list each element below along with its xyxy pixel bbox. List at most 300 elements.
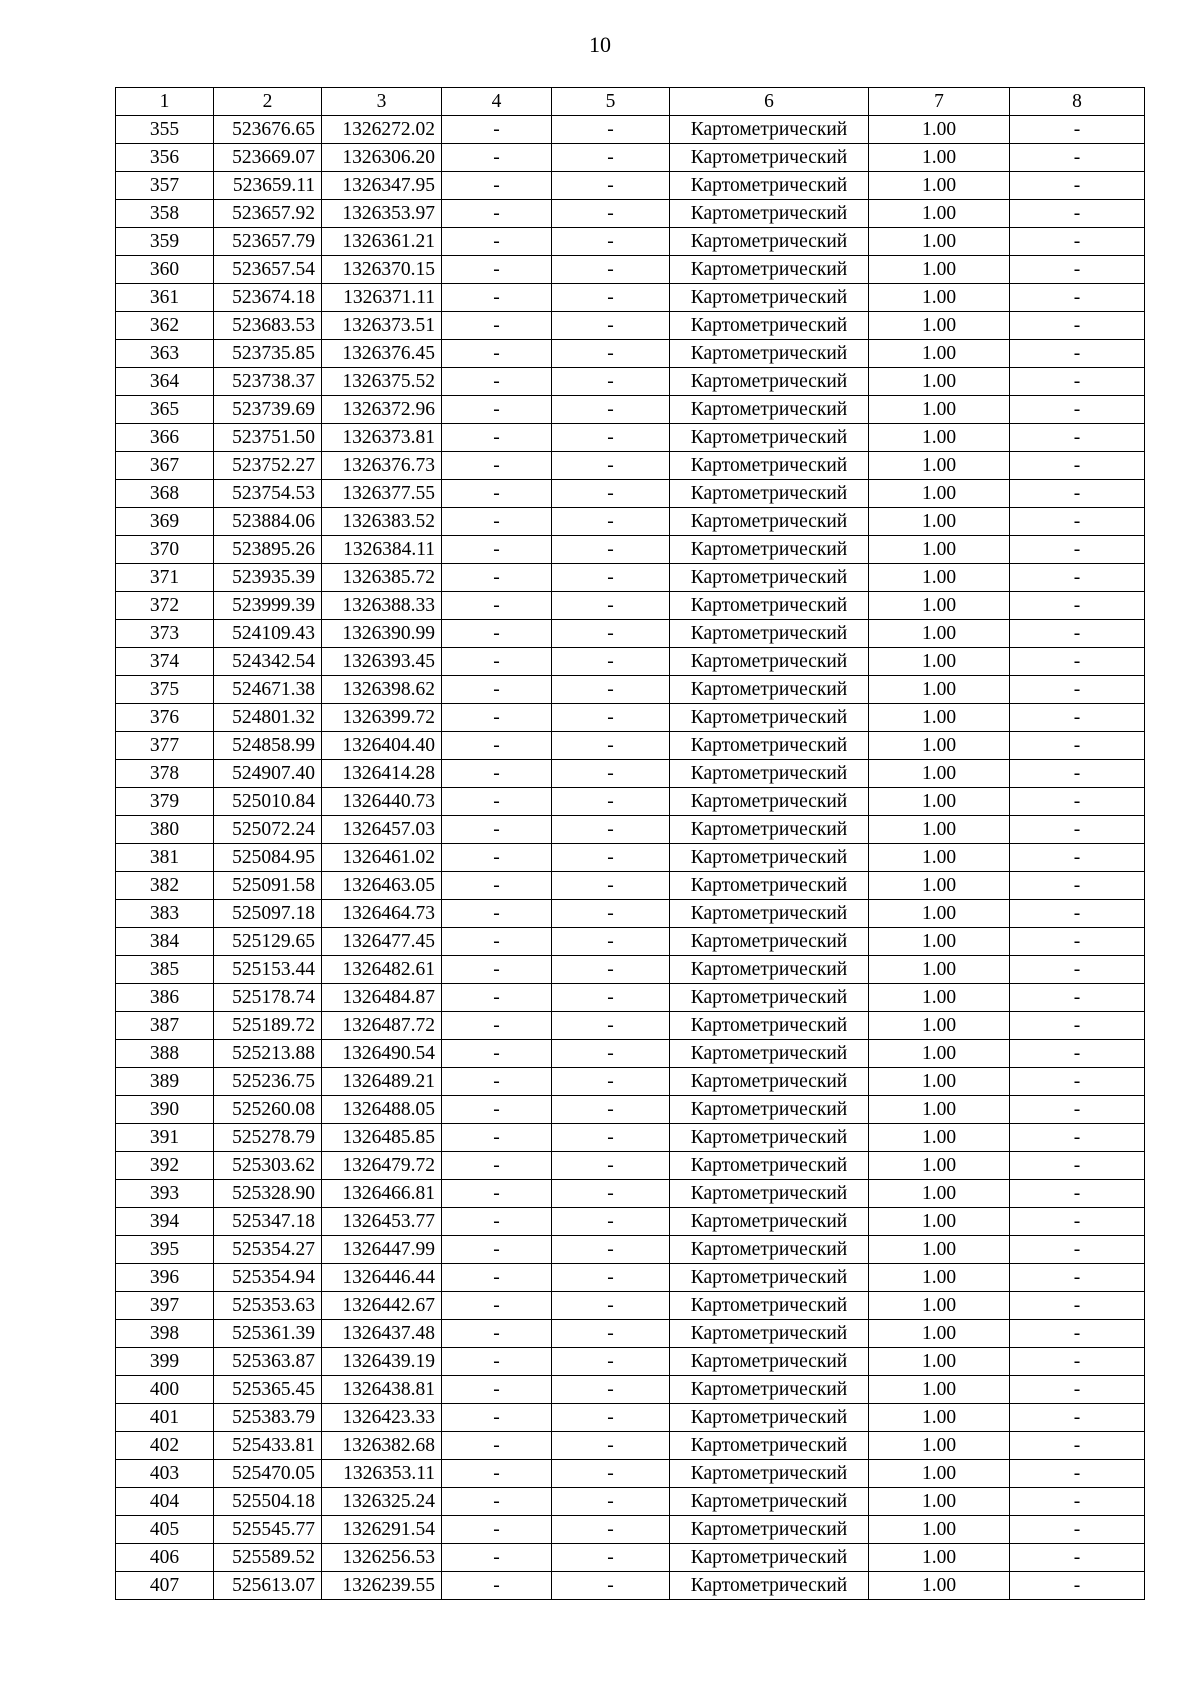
point-number-cell: 404 — [116, 1488, 214, 1516]
method-cell: Картометрический — [670, 172, 869, 200]
accuracy-cell: 1.00 — [869, 144, 1010, 172]
method-cell: Картометрический — [670, 1348, 869, 1376]
accuracy-cell: 1.00 — [869, 1152, 1010, 1180]
x-coordinate-cell: 525361.39 — [214, 1320, 322, 1348]
y-coordinate-cell: 1326464.73 — [322, 900, 442, 928]
point-number-cell: 378 — [116, 760, 214, 788]
table-row — [116, 1152, 1145, 1180]
y-coordinate-cell: 1326371.11 — [322, 284, 442, 312]
method-cell: Картометрический — [670, 592, 869, 620]
col-4-value-cell: - — [442, 116, 552, 144]
point-number-cell: 389 — [116, 1068, 214, 1096]
col-5-value-cell: - — [552, 1152, 670, 1180]
accuracy-cell: 1.00 — [869, 312, 1010, 340]
col-8-value-cell: - — [1010, 704, 1145, 732]
col-4-value-cell: - — [442, 1124, 552, 1152]
point-number-cell: 361 — [116, 284, 214, 312]
table-row — [116, 1572, 1145, 1600]
table-row — [116, 648, 1145, 676]
col-5-value-cell: - — [552, 816, 670, 844]
col-8-value-cell: - — [1010, 1012, 1145, 1040]
point-number-cell: 383 — [116, 900, 214, 928]
accuracy-cell: 1.00 — [869, 788, 1010, 816]
col-8-value-cell: - — [1010, 620, 1145, 648]
column-header: 7 — [869, 88, 1010, 116]
y-coordinate-cell: 1326457.03 — [322, 816, 442, 844]
x-coordinate-cell: 525189.72 — [214, 1012, 322, 1040]
col-5-value-cell: - — [552, 648, 670, 676]
method-cell: Картометрический — [670, 228, 869, 256]
col-4-value-cell: - — [442, 676, 552, 704]
point-number-cell: 371 — [116, 564, 214, 592]
x-coordinate-cell: 525504.18 — [214, 1488, 322, 1516]
method-cell: Картометрический — [670, 1544, 869, 1572]
page-number: 10 — [589, 32, 611, 57]
method-cell: Картометрический — [670, 1180, 869, 1208]
col-4-value-cell: - — [442, 1348, 552, 1376]
method-cell: Картометрический — [670, 816, 869, 844]
col-5-value-cell: - — [552, 928, 670, 956]
col-5-value-cell: - — [552, 564, 670, 592]
method-cell: Картометрический — [670, 564, 869, 592]
table-row — [116, 480, 1145, 508]
point-number-cell: 405 — [116, 1516, 214, 1544]
col-5-value-cell: - — [552, 1068, 670, 1096]
x-coordinate-cell: 525354.27 — [214, 1236, 322, 1264]
x-coordinate-cell: 523659.11 — [214, 172, 322, 200]
col-5-value-cell: - — [552, 228, 670, 256]
col-4-value-cell: - — [442, 1292, 552, 1320]
point-number-cell: 401 — [116, 1404, 214, 1432]
table-row — [116, 984, 1145, 1012]
col-8-value-cell: - — [1010, 1320, 1145, 1348]
method-cell: Картометрический — [670, 1460, 869, 1488]
y-coordinate-cell: 1326377.55 — [322, 480, 442, 508]
col-4-value-cell: - — [442, 452, 552, 480]
x-coordinate-cell: 525589.52 — [214, 1544, 322, 1572]
col-8-value-cell: - — [1010, 956, 1145, 984]
col-5-value-cell: - — [552, 956, 670, 984]
col-8-value-cell: - — [1010, 1124, 1145, 1152]
col-4-value-cell: - — [442, 424, 552, 452]
point-number-cell: 360 — [116, 256, 214, 284]
col-5-value-cell: - — [552, 704, 670, 732]
table-row — [116, 620, 1145, 648]
method-cell: Картометрический — [670, 508, 869, 536]
col-4-value-cell: - — [442, 900, 552, 928]
col-8-value-cell: - — [1010, 172, 1145, 200]
method-cell: Картометрический — [670, 1264, 869, 1292]
y-coordinate-cell: 1326479.72 — [322, 1152, 442, 1180]
col-4-value-cell: - — [442, 1180, 552, 1208]
table-row — [116, 1096, 1145, 1124]
method-cell: Картометрический — [670, 1320, 869, 1348]
accuracy-cell: 1.00 — [869, 228, 1010, 256]
method-cell: Картометрический — [670, 676, 869, 704]
method-cell: Картометрический — [670, 872, 869, 900]
method-cell: Картометрический — [670, 1404, 869, 1432]
column-header: 8 — [1010, 88, 1145, 116]
point-number-cell: 391 — [116, 1124, 214, 1152]
accuracy-cell: 1.00 — [869, 368, 1010, 396]
x-coordinate-cell: 523676.65 — [214, 116, 322, 144]
method-cell: Картометрический — [670, 1488, 869, 1516]
col-4-value-cell: - — [442, 1264, 552, 1292]
table-row — [116, 424, 1145, 452]
y-coordinate-cell: 1326446.44 — [322, 1264, 442, 1292]
accuracy-cell: 1.00 — [869, 1404, 1010, 1432]
y-coordinate-cell: 1326361.21 — [322, 228, 442, 256]
accuracy-cell: 1.00 — [869, 200, 1010, 228]
y-coordinate-cell: 1326382.68 — [322, 1432, 442, 1460]
accuracy-cell: 1.00 — [869, 760, 1010, 788]
point-number-cell: 381 — [116, 844, 214, 872]
col-8-value-cell: - — [1010, 1432, 1145, 1460]
method-cell: Картометрический — [670, 424, 869, 452]
method-cell: Картометрический — [670, 1236, 869, 1264]
method-cell: Картометрический — [670, 1432, 869, 1460]
col-5-value-cell: - — [552, 1292, 670, 1320]
table-row — [116, 1432, 1145, 1460]
table-row — [116, 396, 1145, 424]
col-5-value-cell: - — [552, 1376, 670, 1404]
col-8-value-cell: - — [1010, 592, 1145, 620]
col-5-value-cell: - — [552, 984, 670, 1012]
y-coordinate-cell: 1326466.81 — [322, 1180, 442, 1208]
accuracy-cell: 1.00 — [869, 1180, 1010, 1208]
table-row — [116, 1236, 1145, 1264]
col-8-value-cell: - — [1010, 1264, 1145, 1292]
table-row — [116, 872, 1145, 900]
accuracy-cell: 1.00 — [869, 704, 1010, 732]
method-cell: Картометрический — [670, 1208, 869, 1236]
y-coordinate-cell: 1326404.40 — [322, 732, 442, 760]
accuracy-cell: 1.00 — [869, 928, 1010, 956]
x-coordinate-cell: 523739.69 — [214, 396, 322, 424]
table-row — [116, 116, 1145, 144]
accuracy-cell: 1.00 — [869, 564, 1010, 592]
method-cell: Картометрический — [670, 452, 869, 480]
method-cell: Картометрический — [670, 1516, 869, 1544]
table-row — [116, 1348, 1145, 1376]
method-cell: Картометрический — [670, 200, 869, 228]
col-8-value-cell: - — [1010, 312, 1145, 340]
col-4-value-cell: - — [442, 1460, 552, 1488]
col-4-value-cell: - — [442, 340, 552, 368]
point-number-cell: 398 — [116, 1320, 214, 1348]
col-4-value-cell: - — [442, 1488, 552, 1516]
col-4-value-cell: - — [442, 480, 552, 508]
col-5-value-cell: - — [552, 200, 670, 228]
point-number-cell: 375 — [116, 676, 214, 704]
accuracy-cell: 1.00 — [869, 256, 1010, 284]
table-row — [116, 144, 1145, 172]
point-number-cell: 357 — [116, 172, 214, 200]
accuracy-cell: 1.00 — [869, 1572, 1010, 1600]
accuracy-cell: 1.00 — [869, 1068, 1010, 1096]
table-row — [116, 1040, 1145, 1068]
col-5-value-cell: - — [552, 1320, 670, 1348]
col-5-value-cell: - — [552, 900, 670, 928]
accuracy-cell: 1.00 — [869, 536, 1010, 564]
accuracy-cell: 1.00 — [869, 1264, 1010, 1292]
table-row — [116, 312, 1145, 340]
col-4-value-cell: - — [442, 732, 552, 760]
y-coordinate-cell: 1326375.52 — [322, 368, 442, 396]
point-number-cell: 388 — [116, 1040, 214, 1068]
col-4-value-cell: - — [442, 648, 552, 676]
col-5-value-cell: - — [552, 396, 670, 424]
col-5-value-cell: - — [552, 872, 670, 900]
col-4-value-cell: - — [442, 256, 552, 284]
point-number-cell: 384 — [116, 928, 214, 956]
method-cell: Картометрический — [670, 1068, 869, 1096]
y-coordinate-cell: 1326489.21 — [322, 1068, 442, 1096]
point-number-cell: 385 — [116, 956, 214, 984]
table-row — [116, 732, 1145, 760]
point-number-cell: 394 — [116, 1208, 214, 1236]
col-4-value-cell: - — [442, 396, 552, 424]
col-5-value-cell: - — [552, 676, 670, 704]
method-cell: Картометрический — [670, 1292, 869, 1320]
col-8-value-cell: - — [1010, 424, 1145, 452]
point-number-cell: 362 — [116, 312, 214, 340]
table-row — [116, 1264, 1145, 1292]
col-5-value-cell: - — [552, 732, 670, 760]
table-row — [116, 1012, 1145, 1040]
y-coordinate-cell: 1326414.28 — [322, 760, 442, 788]
col-4-value-cell: - — [442, 312, 552, 340]
point-number-cell: 359 — [116, 228, 214, 256]
y-coordinate-cell: 1326398.62 — [322, 676, 442, 704]
col-4-value-cell: - — [442, 172, 552, 200]
method-cell: Картометрический — [670, 284, 869, 312]
x-coordinate-cell: 525545.77 — [214, 1516, 322, 1544]
column-header: 4 — [442, 88, 552, 116]
y-coordinate-cell: 1326353.11 — [322, 1460, 442, 1488]
col-8-value-cell: - — [1010, 1040, 1145, 1068]
col-5-value-cell: - — [552, 592, 670, 620]
x-coordinate-cell: 525303.62 — [214, 1152, 322, 1180]
y-coordinate-cell: 1326477.45 — [322, 928, 442, 956]
col-5-value-cell: - — [552, 340, 670, 368]
x-coordinate-cell: 525097.18 — [214, 900, 322, 928]
x-coordinate-cell: 523738.37 — [214, 368, 322, 396]
col-5-value-cell: - — [552, 1124, 670, 1152]
accuracy-cell: 1.00 — [869, 1544, 1010, 1572]
accuracy-cell: 1.00 — [869, 676, 1010, 704]
col-4-value-cell: - — [442, 564, 552, 592]
table-row — [116, 928, 1145, 956]
col-8-value-cell: - — [1010, 256, 1145, 284]
y-coordinate-cell: 1326383.52 — [322, 508, 442, 536]
method-cell: Картометрический — [670, 1096, 869, 1124]
col-8-value-cell: - — [1010, 228, 1145, 256]
x-coordinate-cell: 525363.87 — [214, 1348, 322, 1376]
point-number-cell: 365 — [116, 396, 214, 424]
table-row — [116, 592, 1145, 620]
point-number-cell: 397 — [116, 1292, 214, 1320]
x-coordinate-cell: 525328.90 — [214, 1180, 322, 1208]
y-coordinate-cell: 1326390.99 — [322, 620, 442, 648]
point-number-cell: 364 — [116, 368, 214, 396]
x-coordinate-cell: 525347.18 — [214, 1208, 322, 1236]
accuracy-cell: 1.00 — [869, 1124, 1010, 1152]
x-coordinate-cell: 524342.54 — [214, 648, 322, 676]
col-5-value-cell: - — [552, 536, 670, 564]
x-coordinate-cell: 525091.58 — [214, 872, 322, 900]
col-5-value-cell: - — [552, 172, 670, 200]
accuracy-cell: 1.00 — [869, 424, 1010, 452]
col-4-value-cell: - — [442, 1012, 552, 1040]
point-number-cell: 386 — [116, 984, 214, 1012]
point-number-cell: 366 — [116, 424, 214, 452]
col-4-value-cell: - — [442, 1208, 552, 1236]
accuracy-cell: 1.00 — [869, 844, 1010, 872]
x-coordinate-cell: 523735.85 — [214, 340, 322, 368]
x-coordinate-cell: 525354.94 — [214, 1264, 322, 1292]
col-5-value-cell: - — [552, 1348, 670, 1376]
accuracy-cell: 1.00 — [869, 116, 1010, 144]
y-coordinate-cell: 1326239.55 — [322, 1572, 442, 1600]
accuracy-cell: 1.00 — [869, 1096, 1010, 1124]
x-coordinate-cell: 523751.50 — [214, 424, 322, 452]
col-4-value-cell: - — [442, 1376, 552, 1404]
y-coordinate-cell: 1326393.45 — [322, 648, 442, 676]
accuracy-cell: 1.00 — [869, 172, 1010, 200]
point-number-cell: 358 — [116, 200, 214, 228]
col-4-value-cell: - — [442, 928, 552, 956]
accuracy-cell: 1.00 — [869, 816, 1010, 844]
method-cell: Картометрический — [670, 704, 869, 732]
accuracy-cell: 1.00 — [869, 284, 1010, 312]
col-8-value-cell: - — [1010, 816, 1145, 844]
point-number-cell: 400 — [116, 1376, 214, 1404]
x-coordinate-cell: 523669.07 — [214, 144, 322, 172]
method-cell: Картометрический — [670, 1572, 869, 1600]
method-cell: Картометрический — [670, 1012, 869, 1040]
table-row — [116, 1544, 1145, 1572]
y-coordinate-cell: 1326325.24 — [322, 1488, 442, 1516]
table-row — [116, 900, 1145, 928]
col-8-value-cell: - — [1010, 1516, 1145, 1544]
col-5-value-cell: - — [552, 760, 670, 788]
x-coordinate-cell: 523895.26 — [214, 536, 322, 564]
accuracy-cell: 1.00 — [869, 1516, 1010, 1544]
column-header: 5 — [552, 88, 670, 116]
accuracy-cell: 1.00 — [869, 1012, 1010, 1040]
point-number-cell: 367 — [116, 452, 214, 480]
col-8-value-cell: - — [1010, 984, 1145, 1012]
col-5-value-cell: - — [552, 1096, 670, 1124]
table-row — [116, 676, 1145, 704]
method-cell: Картометрический — [670, 844, 869, 872]
col-4-value-cell: - — [442, 844, 552, 872]
x-coordinate-cell: 523657.79 — [214, 228, 322, 256]
method-cell: Картометрический — [670, 732, 869, 760]
table-row — [116, 368, 1145, 396]
table-row — [116, 340, 1145, 368]
x-coordinate-cell: 525129.65 — [214, 928, 322, 956]
table-row — [116, 564, 1145, 592]
col-5-value-cell: - — [552, 1012, 670, 1040]
col-4-value-cell: - — [442, 620, 552, 648]
y-coordinate-cell: 1326353.97 — [322, 200, 442, 228]
table-row — [116, 1292, 1145, 1320]
col-8-value-cell: - — [1010, 340, 1145, 368]
accuracy-cell: 1.00 — [869, 340, 1010, 368]
x-coordinate-cell: 525260.08 — [214, 1096, 322, 1124]
col-8-value-cell: - — [1010, 1208, 1145, 1236]
accuracy-cell: 1.00 — [869, 984, 1010, 1012]
y-coordinate-cell: 1326399.72 — [322, 704, 442, 732]
col-8-value-cell: - — [1010, 760, 1145, 788]
y-coordinate-cell: 1326442.67 — [322, 1292, 442, 1320]
col-8-value-cell: - — [1010, 900, 1145, 928]
point-number-cell: 376 — [116, 704, 214, 732]
y-coordinate-cell: 1326347.95 — [322, 172, 442, 200]
x-coordinate-cell: 523657.54 — [214, 256, 322, 284]
table-row — [116, 760, 1145, 788]
accuracy-cell: 1.00 — [869, 648, 1010, 676]
y-coordinate-cell: 1326423.33 — [322, 1404, 442, 1432]
accuracy-cell: 1.00 — [869, 900, 1010, 928]
col-5-value-cell: - — [552, 284, 670, 312]
table-row — [116, 816, 1145, 844]
coordinates-table — [115, 87, 1145, 1600]
col-8-value-cell: - — [1010, 1292, 1145, 1320]
x-coordinate-cell: 525383.79 — [214, 1404, 322, 1432]
x-coordinate-cell: 523999.39 — [214, 592, 322, 620]
point-number-cell: 402 — [116, 1432, 214, 1460]
col-4-value-cell: - — [442, 1544, 552, 1572]
y-coordinate-cell: 1326373.51 — [322, 312, 442, 340]
col-8-value-cell: - — [1010, 116, 1145, 144]
table-row — [116, 788, 1145, 816]
col-4-value-cell: - — [442, 1068, 552, 1096]
method-cell: Картометрический — [670, 536, 869, 564]
point-number-cell: 392 — [116, 1152, 214, 1180]
col-8-value-cell: - — [1010, 648, 1145, 676]
method-cell: Картометрический — [670, 1040, 869, 1068]
table-row — [116, 536, 1145, 564]
accuracy-cell: 1.00 — [869, 620, 1010, 648]
table-row — [116, 1404, 1145, 1432]
column-header: 2 — [214, 88, 322, 116]
y-coordinate-cell: 1326291.54 — [322, 1516, 442, 1544]
col-4-value-cell: - — [442, 284, 552, 312]
x-coordinate-cell: 525433.81 — [214, 1432, 322, 1460]
point-number-cell: 370 — [116, 536, 214, 564]
x-coordinate-cell: 524858.99 — [214, 732, 322, 760]
column-header: 1 — [116, 88, 214, 116]
accuracy-cell: 1.00 — [869, 1208, 1010, 1236]
method-cell: Картометрический — [670, 760, 869, 788]
table-row — [116, 172, 1145, 200]
method-cell: Картометрический — [670, 648, 869, 676]
x-coordinate-cell: 525010.84 — [214, 788, 322, 816]
col-8-value-cell: - — [1010, 564, 1145, 592]
col-5-value-cell: - — [552, 620, 670, 648]
col-5-value-cell: - — [552, 1180, 670, 1208]
col-4-value-cell: - — [442, 1516, 552, 1544]
method-cell: Картометрический — [670, 312, 869, 340]
x-coordinate-cell: 523884.06 — [214, 508, 322, 536]
point-number-cell: 377 — [116, 732, 214, 760]
x-coordinate-cell: 525365.45 — [214, 1376, 322, 1404]
table-row — [116, 956, 1145, 984]
y-coordinate-cell: 1326384.11 — [322, 536, 442, 564]
